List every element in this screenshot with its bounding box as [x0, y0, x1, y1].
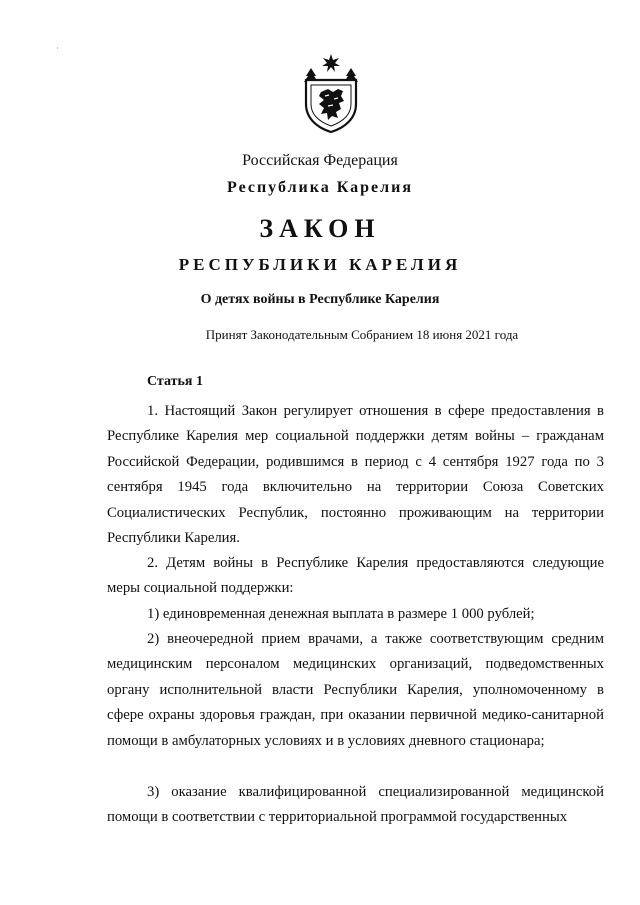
law-title: О детях войны в Республике Карелия	[200, 292, 440, 307]
document-type-subtitle: РЕСПУБЛИКИ КАРЕЛИЯ	[178, 255, 462, 274]
country-name: Российская Федерация	[242, 152, 398, 169]
article-heading: Статья 1	[147, 374, 203, 389]
item-text: 1) единовременная денежная выплата в размере 1 000 рублей;	[147, 606, 535, 622]
document-type: ЗАКОН	[259, 214, 381, 243]
support-item-3	[107, 780, 604, 831]
article-clause-1	[107, 399, 604, 551]
support-item-2	[107, 627, 604, 754]
republic-name: Республика Карелия	[227, 179, 413, 196]
item-text: 3) оказание квалифицированной специализированной медицинской помощи в соответствии с территориальной программой государственных	[107, 784, 604, 826]
support-item-1	[107, 602, 604, 627]
clause-text: 2. Детям войны в Республике Карелия предоставляются следующие меры социальной поддержки:	[107, 555, 604, 597]
item-text: 2) внеочередной прием врачами, а также соответствующим средним медицинским персоналом медицинских организаций, подведомственных органу исполнительной власти Республики Карелия, уполномоченному в сфере охраны здоровья граждан, при оказании первичной медико-санитарной помощи в амбулаторных условиях и в условиях дневного стационара;	[107, 631, 604, 749]
karelia-coat-of-arms-icon	[298, 52, 364, 134]
article-clause-2	[107, 551, 604, 602]
adoption-date: Принят Законодательным Собранием 18 июня 2021 года	[205, 327, 519, 342]
clause-text: 1. Настоящий Закон регулирует отношения в сфере предоставления в Республике Карелия мер социальной поддержки детям войны – гражданам Российской Федерации, родившимся в период с 4 сентября 1927 года по 3 сентября 1945 года включительно на территории Союза Советских Социалистических Республик, постоянно проживающим на территории Республики Карелия.	[107, 403, 604, 547]
scan-mark	[57, 47, 58, 49]
